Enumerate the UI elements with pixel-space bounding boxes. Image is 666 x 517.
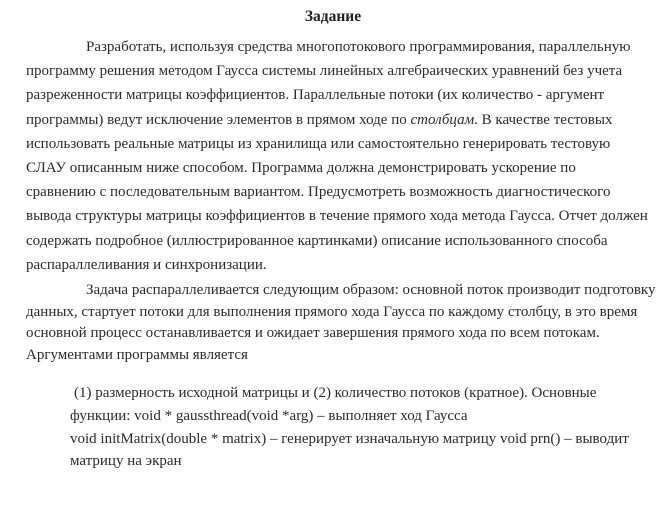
text-line: Разработать, используя средства многопотокового программирования, параллельную [86, 39, 631, 55]
text-line: матрицу на экран [70, 453, 182, 470]
document-title: Задание [304, 8, 362, 25]
italic-term: столбцам [410, 111, 475, 128]
text-line: распараллеливания и синхронизации. [26, 256, 267, 273]
text-line: основной процесс останавливается и ожидает завершения прямого хода по всем потокам. [26, 325, 600, 342]
text-segment: программы) ведут исключение элементов в прямом ходе по [26, 111, 411, 128]
text-line: содержать подробное (иллюстрированное картинками) описание использованного способа [26, 232, 608, 249]
text-segment: . В качестве тестовых [474, 111, 613, 128]
text-line: void initMatrix(double * matrix) – генерирует изначальную матрицу void prn() – выводит [70, 430, 629, 447]
text-line: вывода структуры матрицы коэффициентов в течение прямого хода метода Гаусса. Отчет должен [26, 208, 648, 225]
text-line: сравнению с последовательным вариантом. Предусмотреть возможность диагностического [26, 184, 611, 201]
arguments-paragraph [26, 382, 640, 473]
text-line: данных, стартует потоки для выполнения прямого хода Гаусса по каждому столбцу, в это время [26, 303, 638, 320]
task-description-paragraph [26, 35, 648, 277]
text-line: программу решения методом Гаусса системы линейных алгебраических уравнений без учета [26, 63, 623, 80]
text-line: Задача распараллеливается следующим образом: основной поток производит подготовку [86, 282, 656, 299]
text-line: СЛАУ описанным ниже способом. Программа должна демонстрировать ускорение по [26, 160, 576, 177]
text-line: использовать реальные матрицы из хранилища или самостоятельно генерировать тестовую [26, 135, 611, 152]
text-line: разреженности матрицы коэффициентов. Параллельные потоки (их количество - аргумент [26, 87, 605, 104]
text-line: Аргументами программы является [26, 346, 248, 363]
parallelization-paragraph [26, 280, 656, 366]
text-line: (1) размерность исходной матрицы и (2) количество потоков (кратное). Основные [74, 385, 597, 402]
text-line [26, 108, 640, 132]
text-line: функции: void * gaussthread(void *arg) – выполняет ход Гаусса [70, 407, 468, 424]
